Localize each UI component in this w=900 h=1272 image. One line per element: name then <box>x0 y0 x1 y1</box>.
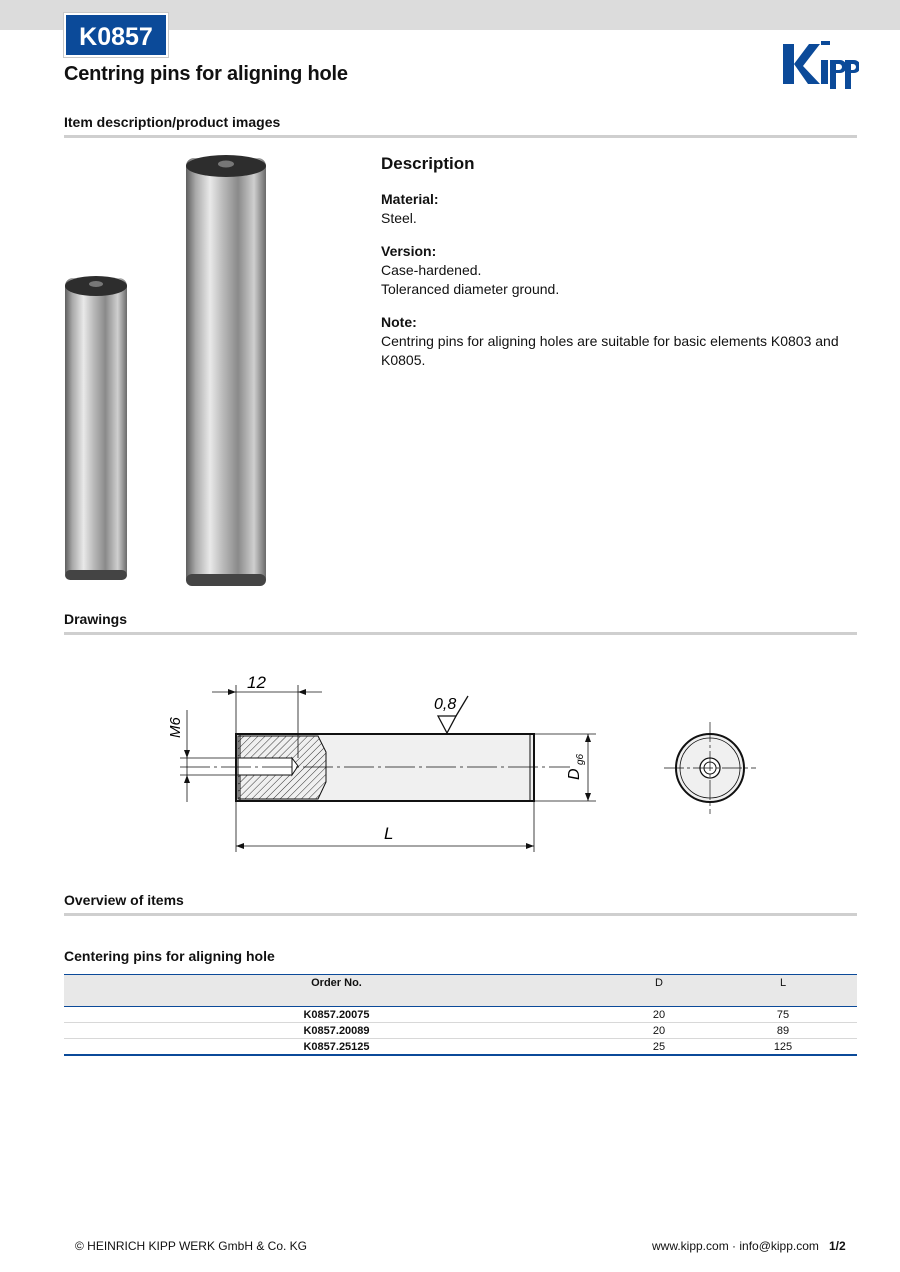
technical-drawing <box>150 660 770 860</box>
table-row <box>64 1007 857 1023</box>
version-line-1: Case-hardened. <box>381 262 482 278</box>
section-rule <box>64 135 857 138</box>
section-rule <box>64 913 857 916</box>
kipp-logo <box>783 38 859 92</box>
column-header-l: L <box>709 975 857 1007</box>
d-cell: 20 <box>609 1007 709 1023</box>
column-header-order-no: Order No. <box>64 975 609 1007</box>
version-label: Version: <box>381 243 437 259</box>
footer-page-number: 1/2 <box>829 1239 846 1253</box>
description-block <box>381 154 861 384</box>
footer-copyright: © HEINRICH KIPP WERK GmbH & Co. KG <box>75 1239 307 1253</box>
l-cell: 75 <box>709 1007 857 1023</box>
thread-label: M6 <box>167 717 184 738</box>
d-cell: 25 <box>609 1039 709 1056</box>
footer-contact: www.kipp.com · info@kipp.com <box>652 1239 819 1253</box>
order-no-cell: K0857.20089 <box>64 1023 609 1039</box>
section-overview: Overview of items <box>64 892 184 908</box>
column-header-d: D <box>609 975 709 1007</box>
tolerance-label: g6 <box>575 753 586 765</box>
short-pin <box>65 278 127 580</box>
order-no-cell: K0857.20075 <box>64 1007 609 1023</box>
table-row <box>64 1039 857 1056</box>
order-no-cell: K0857.25125 <box>64 1039 609 1056</box>
material-label: Material: <box>381 191 439 207</box>
section-item-description: Item description/product images <box>64 114 281 130</box>
l-cell: 125 <box>709 1039 857 1056</box>
d-cell: 20 <box>609 1023 709 1039</box>
material-value: Steel. <box>381 210 417 226</box>
dim-l-label: L <box>384 824 394 843</box>
section-drawings: Drawings <box>64 611 128 627</box>
section-rule <box>64 632 857 635</box>
note-value: Centring pins for aligning holes are suitable for basic elements K0803 and K0805. <box>381 333 839 368</box>
version-line-2: Toleranced diameter ground. <box>381 281 560 297</box>
product-photo <box>60 150 280 595</box>
product-code-badge: K0857 <box>64 13 168 57</box>
long-pin <box>186 158 266 586</box>
table-title: Centering pins for aligning hole <box>64 948 275 964</box>
roughness-label: 0,8 <box>434 696 457 713</box>
description-heading: Description <box>381 154 475 173</box>
l-cell: 89 <box>709 1023 857 1039</box>
items-table <box>64 974 857 1056</box>
page-title: Centring pins for aligning hole <box>64 63 348 85</box>
pin-end-view <box>664 722 756 814</box>
dim-d-label: D <box>566 768 583 780</box>
dim-12-label: 12 <box>247 673 266 692</box>
table-row <box>64 1023 857 1039</box>
note-label: Note: <box>381 314 417 330</box>
